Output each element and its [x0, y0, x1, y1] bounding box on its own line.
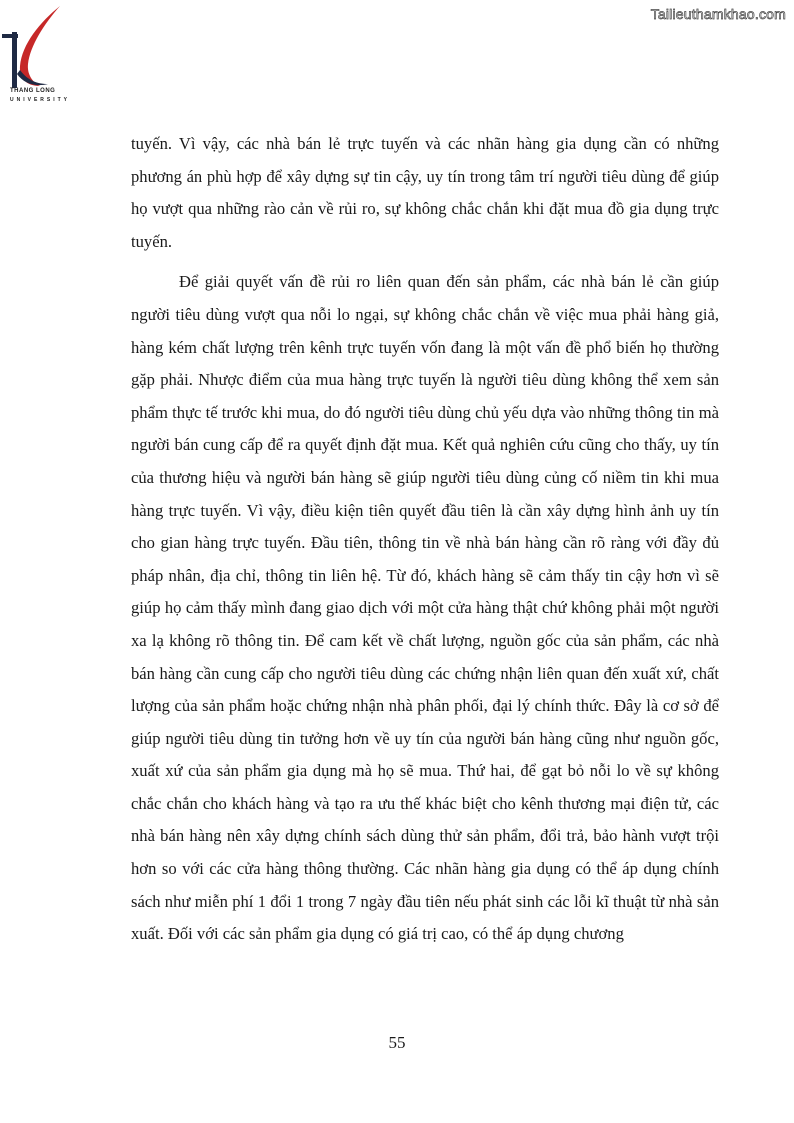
document-body	[131, 128, 719, 959]
watermark-text: Tailieuthamkhao.com	[650, 6, 786, 22]
paragraph-main: Để giải quyết vấn đề rủi ro liên quan đến sản phẩm, các nhà bán lẻ cần giúp người tiêu dùng vượt qua nỗi lo ngại, sự không chắc chắn về việc mua phải hàng giả, hàng kém chất lượng trên kênh trực tuyến vốn đang là một vấn đề phổ biến họ thường gặp phải. Nhược điểm của mua hàng trực tuyến là người tiêu dùng không thể xem sản phẩm thực tế trước khi mua, do đó người tiêu dùng chủ yếu dựa vào những thông tin mà người bán cung cấp để ra quyết định đặt mua. Kết quả nghiên cứu cũng cho thấy, uy tín của thương hiệu và người bán hàng sẽ giúp người tiêu dùng củng cố niềm tin khi mua hàng trực tuyến. Vì vậy, điều kiện tiên quyết đầu tiên là cần xây dựng hình ảnh uy tín cho gian hàng trực tuyến. Đầu tiên, thông tin về nhà bán hàng cần rõ ràng với đầy đủ pháp nhân, địa chỉ, thông tin liên hệ. Từ đó, khách hàng sẽ cảm thấy tin cậy hơn vì sẽ giúp họ cảm thấy mình đang giao dịch với một cửa hàng thật chứ không phải một người xa lạ không rõ thông tin. Để cam kết về chất lượng, nguồn gốc của sản phẩm, các nhà bán hàng cần cung cấp cho người tiêu dùng các chứng nhận liên quan đến xuất xứ, chất lượng của sản phẩm hoặc chứng nhận nhà phân phối, đại lý chính thức. Đây là cơ sở để giúp người tiêu dùng tin tưởng hơn về uy tín của người bán hàng cũng như nguồn gốc, xuất xứ của sản phẩm gia dụng mà họ sẽ mua. Thứ hai, để gạt bỏ nỗi lo về sự không chắc chắn cho khách hàng và tạo ra ưu thế khác biệt cho kênh thương mại điện tử, các nhà bán hàng nên xây dựng chính sách dùng thử sản phẩm, đổi trả, bảo hành vượt trội hơn so với các cửa hàng thông thường. Các nhãn hàng gia dụng có thể áp dụng chính sách như miễn phí 1 đổi 1 trong 7 ngày đầu tiên nếu phát sinh các lỗi kĩ thuật từ nhà sản xuất. Đối với các sản phẩm gia dụng có giá trị cao, có thể áp dụng chương	[131, 272, 719, 944]
logo-text-line1: THANG LONG	[10, 88, 56, 94]
page-number: 55	[388, 1033, 406, 1052]
thang-long-logo-icon	[0, 4, 72, 88]
university-logo	[0, 4, 72, 106]
logo-text-line2: UNIVERSITY	[10, 97, 71, 103]
paragraph-continuation: tuyến. Vì vậy, các nhà bán lẻ trực tuyến và các nhãn hàng gia dụng cần có những phương án phù hợp để xây dựng sự tin cậy, uy tín trong tâm trí người tiêu dùng để giúp họ vượt qua những rào cản về rủi ro, sự không chắc chắn khi đặt mua đồ gia dụng trực tuyến.	[131, 134, 719, 251]
